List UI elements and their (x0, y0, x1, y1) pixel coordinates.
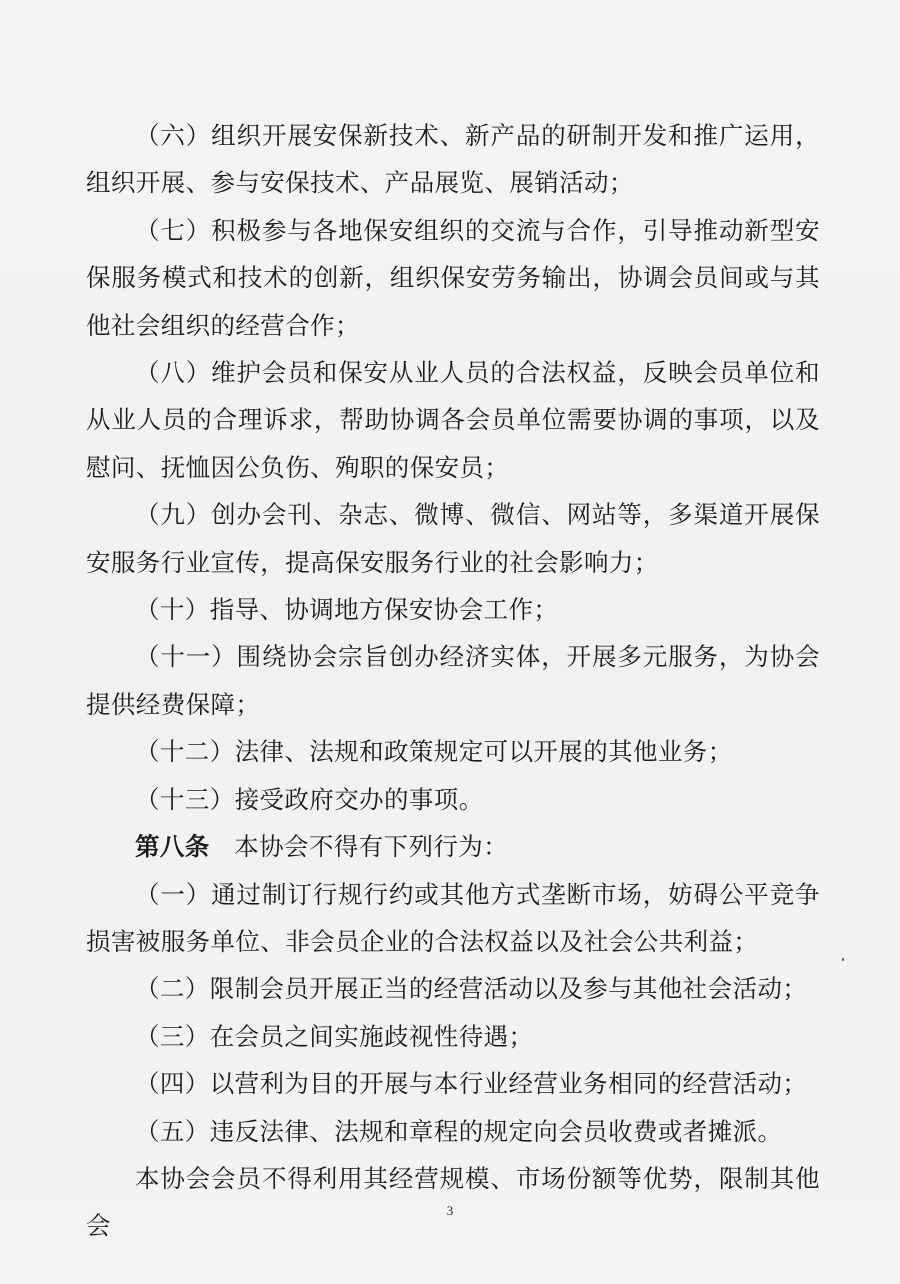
paragraph-item-12: （十二）法律、法规和政策规定可以开展的其他业务； (135, 737, 733, 767)
article-8-text: 本协会不得有下列行为： (234, 832, 509, 862)
page-number: 3 (446, 1203, 454, 1218)
paragraph-item-7: （七）积极参与各地保安组织的交流与合作，引导推动新型安保服务模式和技术的创新，组织保安劳务输出，协调会员间或与其他社会组织的经营合作； (86, 215, 820, 340)
article-8-label: 第八条 (135, 832, 210, 862)
document-body (86, 112, 820, 1250)
article-8-item-3: （三）在会员之间实施歧视性待遇； (135, 1021, 534, 1051)
paragraph-item-10: （十）指导、协调地方保安协会工作； (135, 595, 559, 625)
article-8-item-1: （一）通过制订行规行约或其他方式垄断市场，妨碍公平竞争损害被服务单位、非会员企业的合法权益以及社会公共利益； (86, 879, 820, 956)
scan-speck (842, 958, 844, 961)
article-8-item-2: （二）限制会员开展正当的经营活动以及参与其他社会活动； (135, 974, 808, 1004)
paragraph-item-8: （八）维护会员和保安从业人员的合法权益，反映会员单位和从业人员的合理诉求，帮助协调各会员单位需要协调的事项，以及慰问、抚恤因公负伤、殉职的保安员； (86, 358, 820, 482)
article-8-heading (86, 823, 820, 870)
closing-paragraph: 本协会会员不得利用其经营规模、市场份额等优势，限制其他会 (86, 1163, 820, 1241)
article-8-item-5: （五）违反法律、法规和章程的规定向会员收费或者摊派。 (135, 1116, 783, 1146)
article-8-item-4: （四）以营利为目的开展与本行业经营业务相同的经营活动； (135, 1069, 808, 1099)
paragraph-item-9: （九）创办会刊、杂志、微博、微信、网站等，多渠道开展保安服务行业宣传，提高保安服务行业的社会影响力； (86, 500, 820, 577)
paragraph-item-13: （十三）接受政府交办的事项。 (135, 784, 484, 814)
paragraph-item-11: （十一）围绕协会宗旨创办经济实体，开展多元服务，为协会提供经费保障； (86, 642, 820, 719)
paragraph-item-6: （六）组织开展安保新技术、新产品的研制开发和推广运用，组织开展、参与安保技术、产品展览、展销活动； (86, 121, 820, 198)
